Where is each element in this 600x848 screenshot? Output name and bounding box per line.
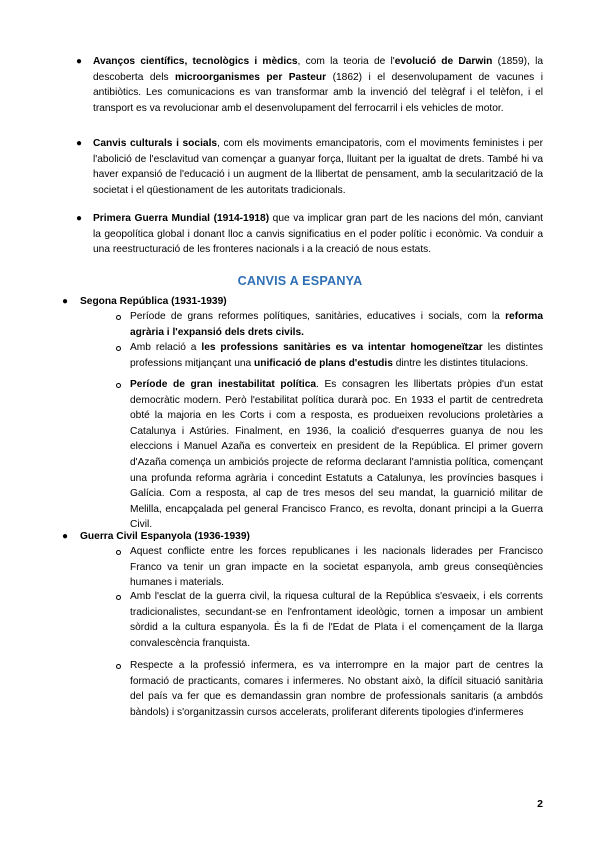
republica-item-1 (130, 309, 543, 340)
text-segment: Respecte a la professió infermera, es va interrompre en la major part de centres la formació de practicants, comares i infermeres. No obstant això, la difícil situació sanitària del país va fer que es demandassin gran nombre de professionals sanitaris (a ambdós bàndols) i s'organitzassin cursos accelerats, proliferant diferents tipologies d'infermeres (130, 660, 543, 718)
text-segment: Amb l'esclat de la guerra civil, la riquesa cultural de la República s'esvaeix, i els corrents tradicionalistes, secundant-se en l'enfrontament ideològic, tornen a imposar un ambient sòrdid a la cultura espanyola. És la fi de l'Edat de Plata i el començament de la llarga convalescència franquista. (130, 591, 543, 649)
text-segment: que va implicar gran part de les nacions del món, canviant la geopolítica global i donant lloc a canvis significatius en el poder polític i econòmic. Va conduir a una reestructuració de les fronteres nacionals i a la creació de nous estats. (93, 213, 543, 256)
circle-bullet (116, 550, 121, 555)
circle-bullet (116, 315, 121, 320)
circle-bullet (116, 346, 121, 351)
text-segment: (1859), la descoberta dels (93, 56, 544, 83)
bold-text-segment: microorganismes per Pasteur (175, 71, 327, 83)
text-segment: , com els moviments emancipatoris, com el moviments feministes i per l'abolició de l'esclavitud van començar a guanyar força, lluitant per la igualtat de drets. També hi va haver expansió de l'educació i un augment de la llibertat de pensament, amb la secularització de la societat i el qüestionament de les autoritats tradicionals. (93, 138, 543, 196)
republica-item-2 (130, 340, 543, 371)
bullet-dot: ● (62, 296, 69, 307)
text-segment: Període de grans reformes polítiques, sanitàries, educatives i socials, com la (130, 311, 506, 322)
bold-text-segment: Avanços científics, tecnològics i mèdics (93, 56, 298, 67)
text-segment: (1862) i el desenvolupament de vacunes i antibiòtics. Les comunicacions es van transformar amb la invenció del telègraf i el telèfon, i el transport es va revolucionar amb el desenvolupament del ferrocarril i els vehicles de motor. (93, 71, 543, 114)
guerra-item-3 (130, 658, 543, 720)
bold-text-segment: Canvis culturals i socials (93, 138, 218, 149)
bold-text-segment: les professions sanitàries es va intentar homogeneïtzar (201, 342, 483, 353)
bullet-dot: ● (76, 56, 83, 67)
guerra-item-1 (130, 544, 543, 591)
text-segment: Aquest conflicte entre les forces republicanes i les nacionals liderades per Francisco Franco va tenir un gran impacte en la societat espanyola, amb greus conseqüències humanes i materials. (130, 546, 543, 589)
guerra-title: Guerra Civil Espanyola (1936-1939) (80, 531, 250, 542)
bullet-dot: ● (62, 531, 69, 542)
bold-text-segment: unificació de plans d'estudis (254, 357, 393, 369)
section-title: CANVIS A ESPANYA (237, 274, 363, 288)
text-segment: Amb relació a (130, 342, 202, 353)
bold-text-segment: Primera Guerra Mundial (1914-1918) (93, 213, 270, 224)
intro-paragraph-2 (93, 136, 543, 198)
guerra-item-2 (130, 589, 543, 651)
bold-text-segment: Període de gran inestabilitat política (130, 379, 317, 390)
intro-paragraph-1 (93, 54, 543, 116)
text-segment: les distintes professions mitjançant una (130, 342, 543, 369)
circle-bullet (116, 383, 121, 388)
republica-title: Segona República (1931-1939) (80, 296, 227, 307)
text-segment: , com la teoria de l' (297, 56, 395, 67)
circle-bullet (116, 664, 121, 669)
page-number: 2 (537, 798, 543, 810)
bold-text-segment: reforma agrària i l'expansió dels drets civils. (130, 311, 543, 338)
bold-text-segment: evolució de Darwin (394, 56, 493, 67)
bullet-dot: ● (76, 138, 83, 149)
bullet-dot: ● (76, 213, 83, 224)
republica-item-3 (130, 377, 543, 533)
intro-paragraph-3 (93, 211, 543, 258)
circle-bullet (116, 595, 121, 600)
text-segment: dintre les distintes titulacions. (392, 357, 529, 369)
text-segment: . Es consagren les llibertats pròpies d'un estat democràtic modern. Però l'estabilitat política durarà poc. En 1933 el partit de centredreta obté la majoria en les Corts i com a resposta, es produeixen revolucions proletàries a Catalunya i Astúries. Finalment, en 1936, la coalició d'esquerres guanya de nou les eleccions i Manuel Azaña es converteix en president de la República. El primer govern d'Azaña comença un ambiciós projecte de reforma declarant l'amnistia política, començant una profunda reforma agrària i concedint Estatuts a Catalunya, les províncies basques i Galícia. Com a resposta, al cap de tres mesos del seu mandat, la guarnició militar de Melilla, encapçalada pel general Francisco Franco, es revolta, donant principi a la Guerra Civil. (130, 379, 543, 531)
